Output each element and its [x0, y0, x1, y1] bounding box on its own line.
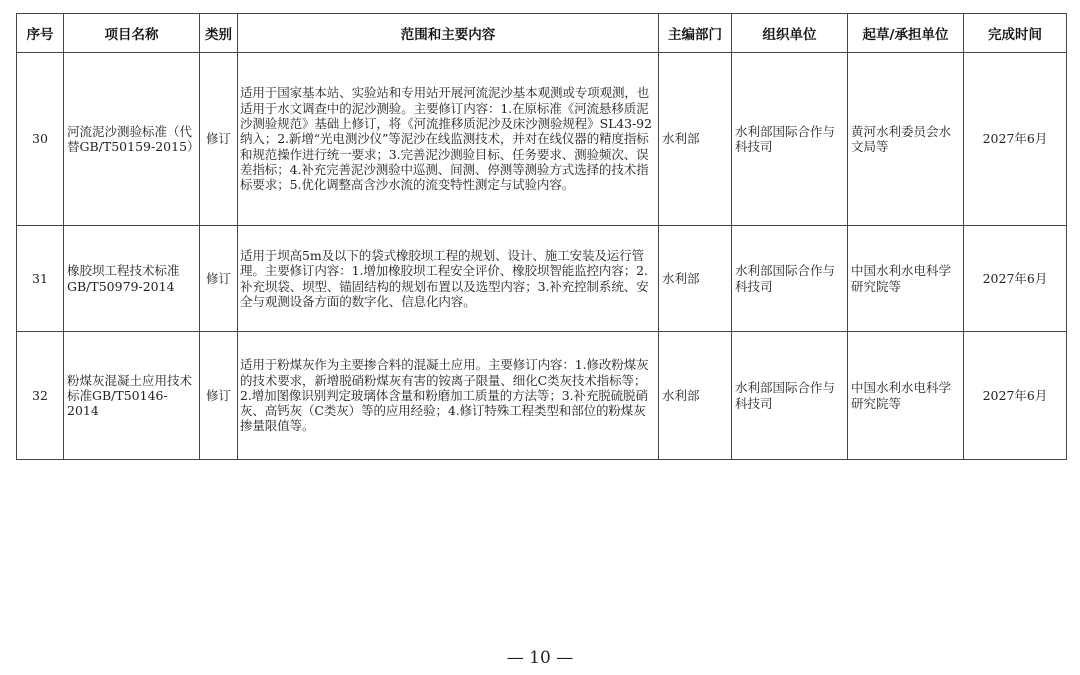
editing-dept: 水利部 — [659, 332, 732, 460]
completion-time: 2027年6月 — [964, 226, 1067, 332]
row-number: 30 — [17, 53, 64, 226]
completion-time: 2027年6月 — [964, 53, 1067, 226]
scope-content: 适用于国家基本站、实验站和专用站开展河流泥沙基本观测或专项观测，也适用于水文调查中的泥沙测验。主要修订内容：1.在原标准《河流悬移质泥沙测验规范》基础上修订，将《河流推移质泥沙及床沙测验规程》SL43-92纳入；2.新增“光电测沙仪”等泥沙在线监测技术，并对在线仪器的精度指标和规范操作进行统一要求；3.完善泥沙测验目标、任务要求、测验频次、误差指标；4.补充完善泥沙测验中巡测、间测、停测等测验方式选择的技术指标要求；5.优化调整高含沙水流的流变特性测定与试验内容。 — [238, 53, 659, 226]
project-name: 河流泥沙测验标准（代替GB/T50159-2015） — [64, 53, 200, 226]
organizing-unit: 水利部国际合作与科技司 — [732, 53, 848, 226]
row-number: 32 — [17, 332, 64, 460]
header-scope: 范围和主要内容 — [238, 14, 659, 53]
table-row — [17, 226, 1067, 332]
scope-content: 适用于坝高5m及以下的袋式橡胶坝工程的规划、设计、施工安装及运行管理。主要修订内容：1.增加橡胶坝工程安全评价、橡胶坝智能监控内容；2.补充坝袋、坝型、锚固结构的规划布置以及选型内容；3.补充控制系统、安全与观测设备方面的数字化、信息化内容。 — [238, 226, 659, 332]
project-name: 粉煤灰混凝土应用技术标准GB/T50146-2014 — [64, 332, 200, 460]
row-number: 31 — [17, 226, 64, 332]
header-deadline: 完成时间 — [964, 14, 1067, 53]
header-drafter: 起草/承担单位 — [848, 14, 964, 53]
table-row — [17, 53, 1067, 226]
header-category: 类别 — [200, 14, 238, 53]
project-name: 橡胶坝工程技术标准GB/T50979-2014 — [64, 226, 200, 332]
category: 修订 — [200, 226, 238, 332]
editing-dept: 水利部 — [659, 226, 732, 332]
header-dept: 主编部门 — [659, 14, 732, 53]
editing-dept: 水利部 — [659, 53, 732, 226]
table-row — [17, 332, 1067, 460]
completion-time: 2027年6月 — [964, 332, 1067, 460]
drafting-unit: 黄河水利委员会水文局等 — [848, 53, 964, 226]
scope-content: 适用于粉煤灰作为主要掺合料的混凝土应用。主要修订内容：1.修改粉煤灰的技术要求，新增脱硝粉煤灰有害的铵离子限量、细化C类灰技术指标等；2.增加图像识别判定玻璃体含量和粉磨加工质量的方法等；3.补充脱硫脱硝灰、高钙灰（C类灰）等的应用经验；4.修订特殊工程类型和部位的粉煤灰掺量限值等。 — [238, 332, 659, 460]
header-no: 序号 — [17, 14, 64, 53]
table-header-row — [17, 14, 1067, 53]
drafting-unit: 中国水利水电科学研究院等 — [848, 226, 964, 332]
header-org: 组织单位 — [732, 14, 848, 53]
organizing-unit: 水利部国际合作与科技司 — [732, 332, 848, 460]
header-name: 项目名称 — [64, 14, 200, 53]
category: 修订 — [200, 53, 238, 226]
standards-table — [16, 13, 1067, 460]
category: 修订 — [200, 332, 238, 460]
page-number: — 10 — — [506, 648, 574, 668]
drafting-unit: 中国水利水电科学研究院等 — [848, 332, 964, 460]
organizing-unit: 水利部国际合作与科技司 — [732, 226, 848, 332]
